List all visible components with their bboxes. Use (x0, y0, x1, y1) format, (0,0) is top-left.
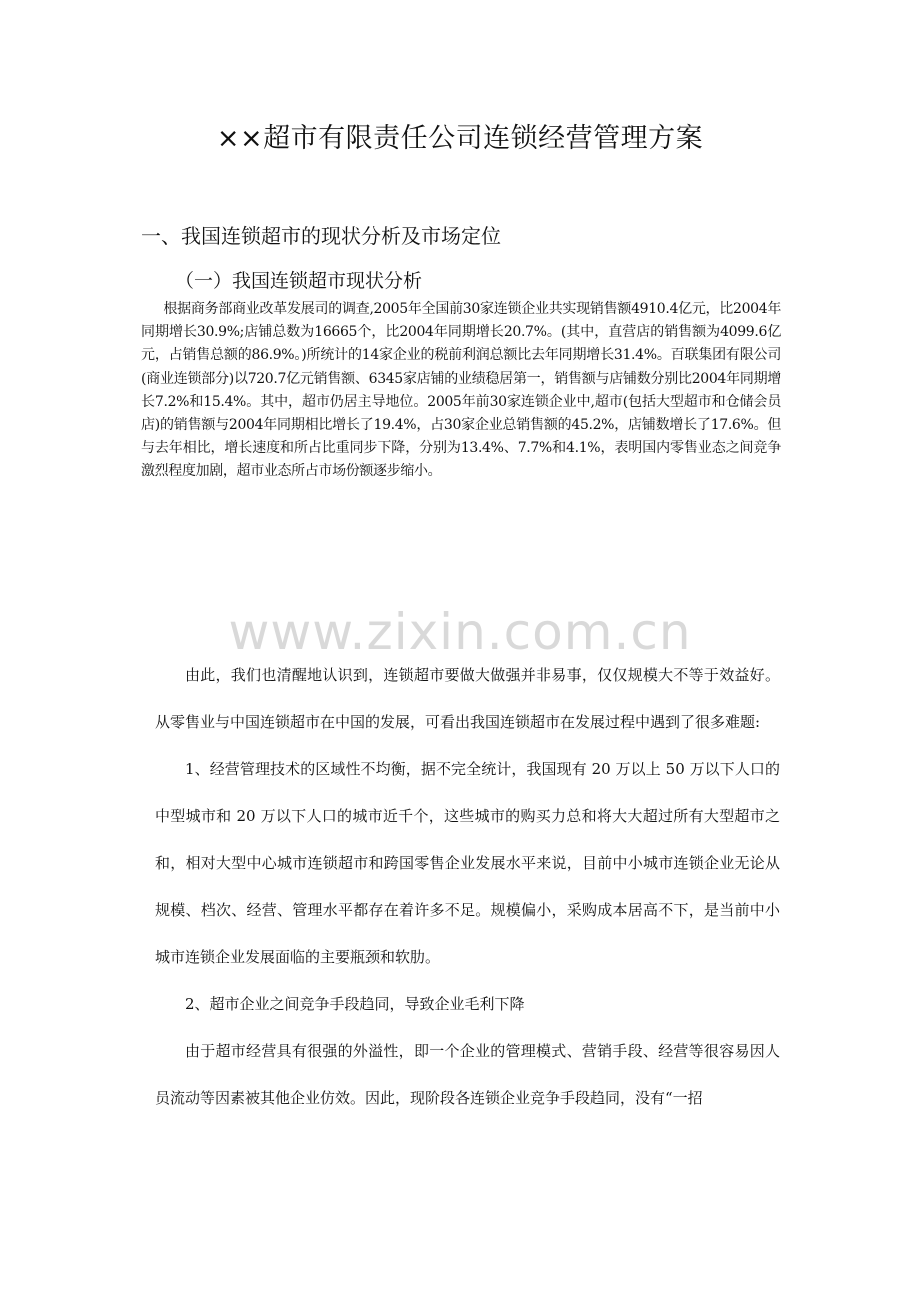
section-heading: 一、我国连锁超市的现状分析及市场定位 (141, 224, 501, 248)
paragraph-point-2-heading: 2、超市企业之间竞争手段趋同，导致企业毛利下降 (185, 995, 525, 1013)
subsection-heading: （一）我国连锁超市现状分析 (175, 270, 423, 292)
paragraph-point-2-body: 由于超市经营具有很强的外溢性，即一个企业的管理模式、营销手段、经营等很容易因人员流动等因素被其他企业仿效。因此，现阶段各连锁企业竞争手段趋同，没有“一招 (155, 1042, 780, 1107)
paragraph-conclusion: 由此，我们也清醒地认识到，连锁超市要做大做强并非易事，仅仅规模大不等于效益好。从零售业与中国连锁超市在中国的发展，可看出我国连锁超市在发展过程中遇到了很多难题: (155, 666, 780, 731)
body-text (155, 652, 780, 1122)
watermark: www.zixin.com.cn (228, 603, 692, 661)
document-title: ××超市有限责任公司连锁经营管理方案 (216, 123, 704, 154)
paragraph-point-1: 1、经营管理技术的区域性不均衡，据不完全统计，我国现有 20 万以上 50 万以下人口的中型城市和 20 万以下人口的城市近千个，这些城市的购买力总和将大大超过所有大型超市之和，相对大型中心城市连锁超市和跨国零售企业发展水平来说，目前中小城市连锁企业无论从规模、档次、经营、管理水平都存在着许多不足。规模偏小，采购成本居高不下，是当前中小城市连锁企业发展面临的主要瓶颈和软肋。 (155, 760, 780, 966)
paragraph-survey: 根据商务部商业改革发展司的调查,2005年全国前30家连锁企业共实现销售额4910.4亿元，比2004年同期增长30.9%;店铺总数为16665个，比2004年同期增长20.7%。(其中，直营店的销售额为4099.6亿元，占销售总额的86.9%。)所统计的14家企业的税前利润总额比去年同期增长31.4%。百联集团有限公司(商业连锁部分)以720.7亿元销售额、6345家店铺的业绩稳居第一，销售额与店铺数分别比2004年同期增长7.2%和15.4%。其中，超市仍居主导地位。2005年前30家连锁企业中,超市(包括大型超市和仓储会员店)的销售额与2004年同期相比增长了19.4%，占30家企业总销售额的45.2%，店铺数增长了17.6%。但与去年相比，增长速度和所占比重同步下降，分别为13.4%、7.7%和4.1%，表明国内零售业态之间竞争激烈程度加剧，超市业态所占市场份额逐步缩小。 (141, 301, 781, 480)
